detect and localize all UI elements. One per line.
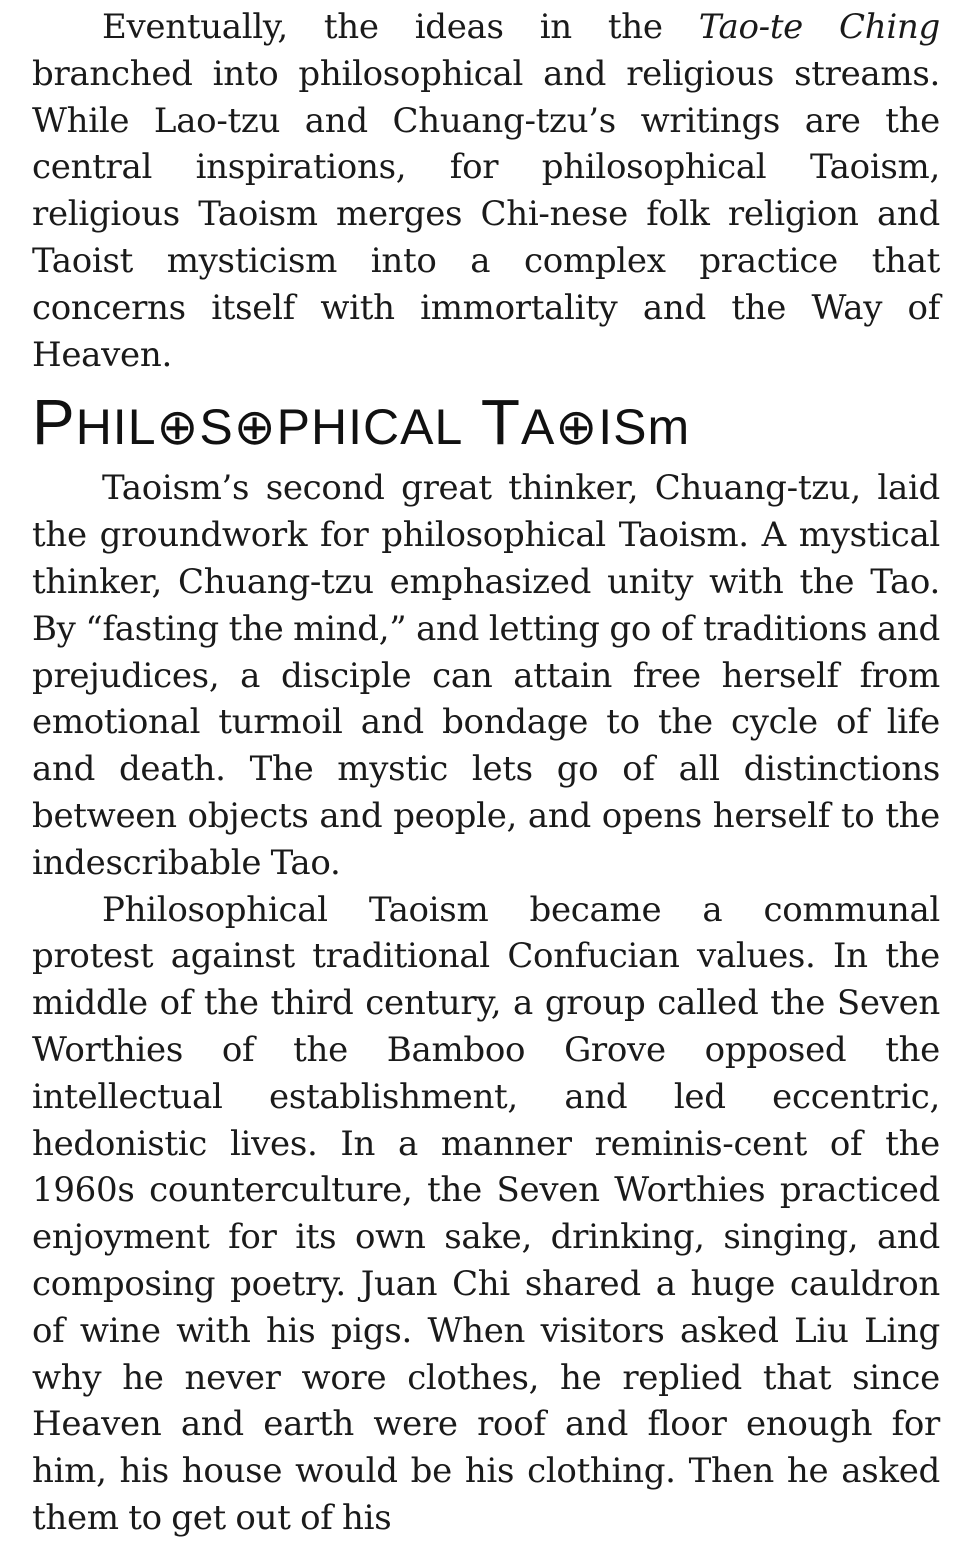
intro-text-end: branched into philosophical and religious streams. While Lao-tzu and Chuang-tzu’s writings are the central inspirations, for philosophical Taoism, religious Taoism merges Chi-nese folk religion and Taoist mysticism into a complex practice that concerns itself with immortality and the Way of Heaven.	[32, 53, 940, 375]
heading-word1-rest: HIL⊕S⊕PHICAL	[75, 399, 464, 456]
intro-paragraph	[32, 4, 940, 378]
section-heading	[32, 384, 940, 465]
heading-word1-initial: P	[32, 386, 76, 459]
heading-word2-initial: T	[480, 386, 521, 459]
body-paragraph-1: Taoism’s second great thinker, Chuang-tzu, laid the groundwork for philosophical Taoism. A mystical thinker, Chuang-tzu emphasized unity with the Tao. By “fasting the mind,” and letting go of traditions and prejudices, a disciple can attain free herself from emotional turmoil and bondage to the cycle of life and death. The mystic lets go of all distinctions between objects and people, and opens herself to the indescribable Tao.	[32, 468, 940, 883]
intro-text-start: Eventually, the ideas in the	[102, 7, 699, 47]
body-paragraph-2: Philosophical Taoism became a communal protest against traditional Confucian values. In the middle of the third century, a group called the Seven Worthies of the Bamboo Grove opposed the intellectual establishment, and led eccentric, hedonistic lives. In a manner reminis-cent of the 1960s counterculture, the Seven Worthies practiced enjoyment for its own sake, drinking, singing, and composing poetry. Juan Chi shared a huge cauldron of wine with his pigs. When visitors asked Liu Ling why he never wore clothes, he replied that since Heaven and earth were roof and floor enough for him, his house would be his clothing. Then he asked them to get out of his	[32, 889, 940, 1538]
document-page	[32, 4, 940, 1542]
book-title: Tao-te Ching	[698, 7, 940, 47]
heading-word2-rest: A⊕ISm	[520, 399, 691, 456]
